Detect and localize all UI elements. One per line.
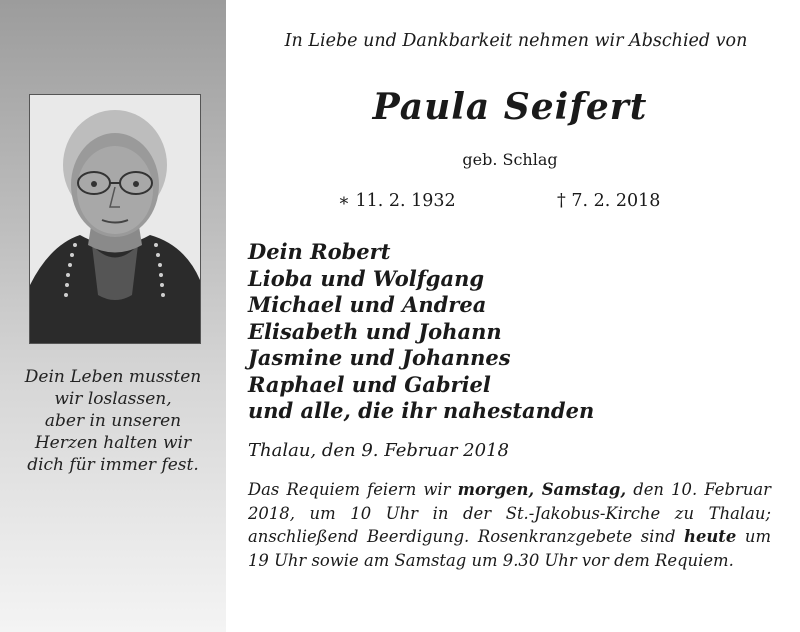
quote-line: wir loslassen, bbox=[54, 389, 172, 409]
mourner-line: Michael und Andrea bbox=[248, 292, 487, 317]
mourner-line: Raphael und Gabriel bbox=[248, 371, 491, 397]
mourner-line: Elisabeth und Johann bbox=[248, 318, 502, 344]
death-date: † 7. 2. 2018 bbox=[557, 191, 661, 211]
quote-line: Dein Leben mussten bbox=[24, 367, 202, 387]
notice-emphasis: heute bbox=[684, 527, 737, 547]
service-notice bbox=[248, 478, 771, 572]
birth-date: ∗ 11. 2. 1932 bbox=[338, 191, 456, 211]
mourner-line: Jasmine und Johannes bbox=[248, 345, 511, 370]
maiden-name: geb. Schlag bbox=[462, 150, 558, 169]
intro-text: In Liebe und Dankbarkeit nehmen wir Abschied von bbox=[284, 31, 748, 51]
memorial-quote bbox=[6, 366, 220, 476]
notice-text: um 19 Uhr sowie am Samstag um 9.30 Uhr vor dem Requiem. bbox=[248, 527, 772, 570]
notice-text: Das Requiem feiern wir bbox=[248, 480, 458, 499]
quote-line: dich für immer fest. bbox=[27, 455, 199, 475]
mourner-line: Lioba und Wolfgang bbox=[248, 265, 485, 291]
portrait-image bbox=[30, 95, 200, 343]
mourner-line: Dein Robert bbox=[248, 239, 391, 264]
notice-emphasis: morgen, Samstag, bbox=[457, 480, 627, 499]
quote-line: aber in unseren bbox=[44, 411, 182, 431]
notice-text: den 10. Februar 2018, um 10 Uhr in der St.-Jakobus-Kirche zu Thalau; anschließend Beerdigung. Rosenkranzgebete sind bbox=[248, 480, 771, 547]
place-date: Thalau, den 9. Februar 2018 bbox=[248, 440, 509, 461]
main-content bbox=[232, 0, 788, 632]
mourner-line: und alle, die ihr nahestanden bbox=[248, 398, 595, 423]
mourners-list bbox=[248, 239, 594, 425]
portrait-photo bbox=[29, 94, 201, 344]
quote-line: Herzen halten wir bbox=[34, 433, 192, 453]
left-sidebar bbox=[0, 0, 226, 632]
deceased-name: Paula Seifert bbox=[372, 86, 648, 128]
